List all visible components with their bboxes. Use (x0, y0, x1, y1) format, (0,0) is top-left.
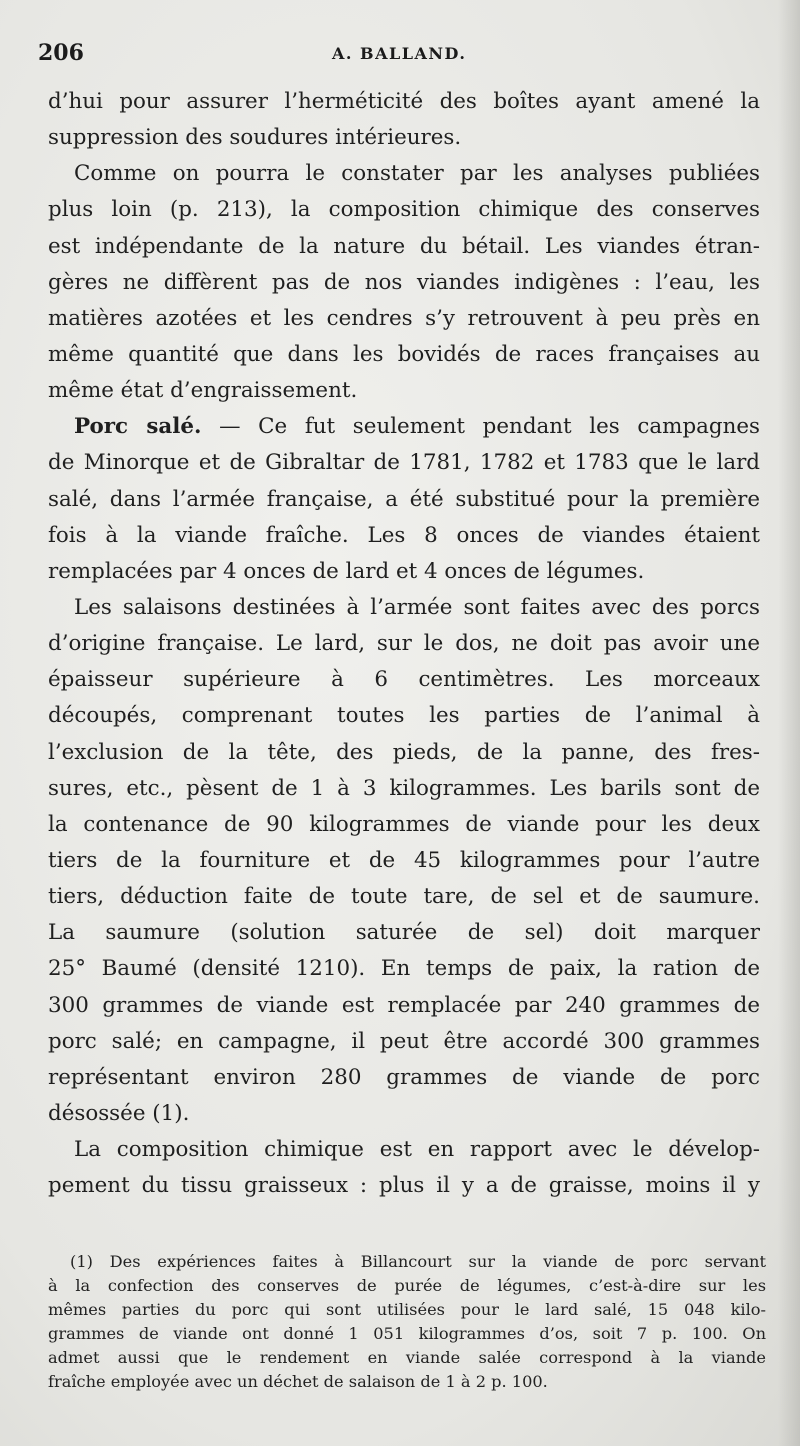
text-line: salé, dans l’armée française, a été substitué pour la première (48, 486, 760, 512)
text-line: découpés, comprenant toutes les parties de l’animal à (48, 703, 760, 729)
text-line: Les salaisons destinées à l’armée sont faites avec des porcs (74, 594, 760, 620)
text-line: La composition chimique est en rapport avec le dévelop- (74, 1137, 760, 1163)
text-line: est indépendante de la nature du bétail. Les viandes étran- (48, 233, 760, 259)
footnote-line: (1) Des expériences faites à Billancourt sur la viande de porc servant (70, 1252, 766, 1271)
page-number: 206 (38, 40, 84, 66)
text-line: pement du tissu graisseux : plus il y a de graisse, moins il y (48, 1173, 760, 1199)
text-line: sures, etc., pèsent de 1 à 3 kilogrammes. Les barils sont de (48, 775, 760, 801)
footnote-line: fraîche employée avec un déchet de salaison de 1 à 2 p. 100. (48, 1372, 548, 1391)
text-line: désossée (1). (48, 1100, 190, 1126)
text-line: l’exclusion de la tête, des pieds, de la panne, des fres- (48, 739, 760, 765)
text-line: plus loin (p. 213), la composition chimique des conserves (48, 197, 760, 223)
text-line: remplacées par 4 onces de lard et 4 onces de légumes. (48, 558, 645, 584)
text-line: la contenance de 90 kilogrammes de viande pour les deux (48, 811, 760, 837)
text-line: fois à la viande fraîche. Les 8 onces de viandes étaient (48, 522, 760, 548)
text-line: d’hui pour assurer l’herméticité des boîtes ayant amené la (48, 89, 760, 114)
text-line: épaisseur supérieure à 6 centimètres. Les morceaux (48, 667, 760, 693)
text-line: — Ce fut seulement pendant les campagnes (201, 414, 760, 440)
text-line: La saumure (solution saturée de sel) doit marquer (48, 920, 760, 946)
text-line: tiers de la fourniture et de 45 kilogrammes pour l’autre (48, 847, 760, 873)
text-line: même quantité que dans les bovidés de races françaises au (48, 341, 760, 367)
page-edge-shadow (778, 0, 800, 1446)
text-line: tiers, déduction faite de toute tare, de sel et de saumure. (48, 884, 760, 910)
section-paragraph-start (48, 409, 760, 445)
text-line: de Minorque et de Gibraltar de 1781, 1782 et 1783 que le lard (48, 450, 760, 476)
text-line: Comme on pourra le constater par les analyses publiées (74, 161, 760, 187)
text-line: suppression des soudures intérieures. (48, 125, 462, 151)
text-line: 300 grammes de viande est remplacée par 240 grammes de (48, 992, 760, 1018)
text-line: 25° Baumé (densité 1210). En temps de paix, la ration de (48, 956, 760, 982)
text-line: d’origine française. Le lard, sur le dos, ne doit pas avoir une (48, 631, 760, 657)
footnote-line: admet aussi que le rendement en viande salée correspond à la viande (48, 1348, 766, 1367)
running-head: A. BALLAND. (332, 44, 467, 63)
section-heading: Porc salé. (74, 414, 202, 440)
text-line: porc salé; en campagne, il peut être accordé 300 grammes (48, 1028, 760, 1054)
text-line: représentant environ 280 grammes de viande de porc (48, 1064, 760, 1090)
text-line: matières azotées et les cendres s’y retrouvent à peu près en (48, 305, 760, 331)
footnote (48, 1250, 766, 1394)
footnote-line: à la confection des conserves de purée de légumes, c’est-à-dire sur les (48, 1276, 766, 1295)
footnote-line: grammes de viande ont donné 1 051 kilogrammes d’os, soit 7 p. 100. On (48, 1324, 766, 1343)
body-text (48, 84, 760, 1204)
footnote-line: mêmes parties du porc qui sont utilisées pour le lard salé, 15 048 kilo- (48, 1300, 766, 1319)
text-line: même état d’engraissement. (48, 378, 358, 404)
page-header (38, 40, 758, 70)
text-line: gères ne diffèrent pas de nos viandes indigènes : l’eau, les (48, 269, 760, 295)
